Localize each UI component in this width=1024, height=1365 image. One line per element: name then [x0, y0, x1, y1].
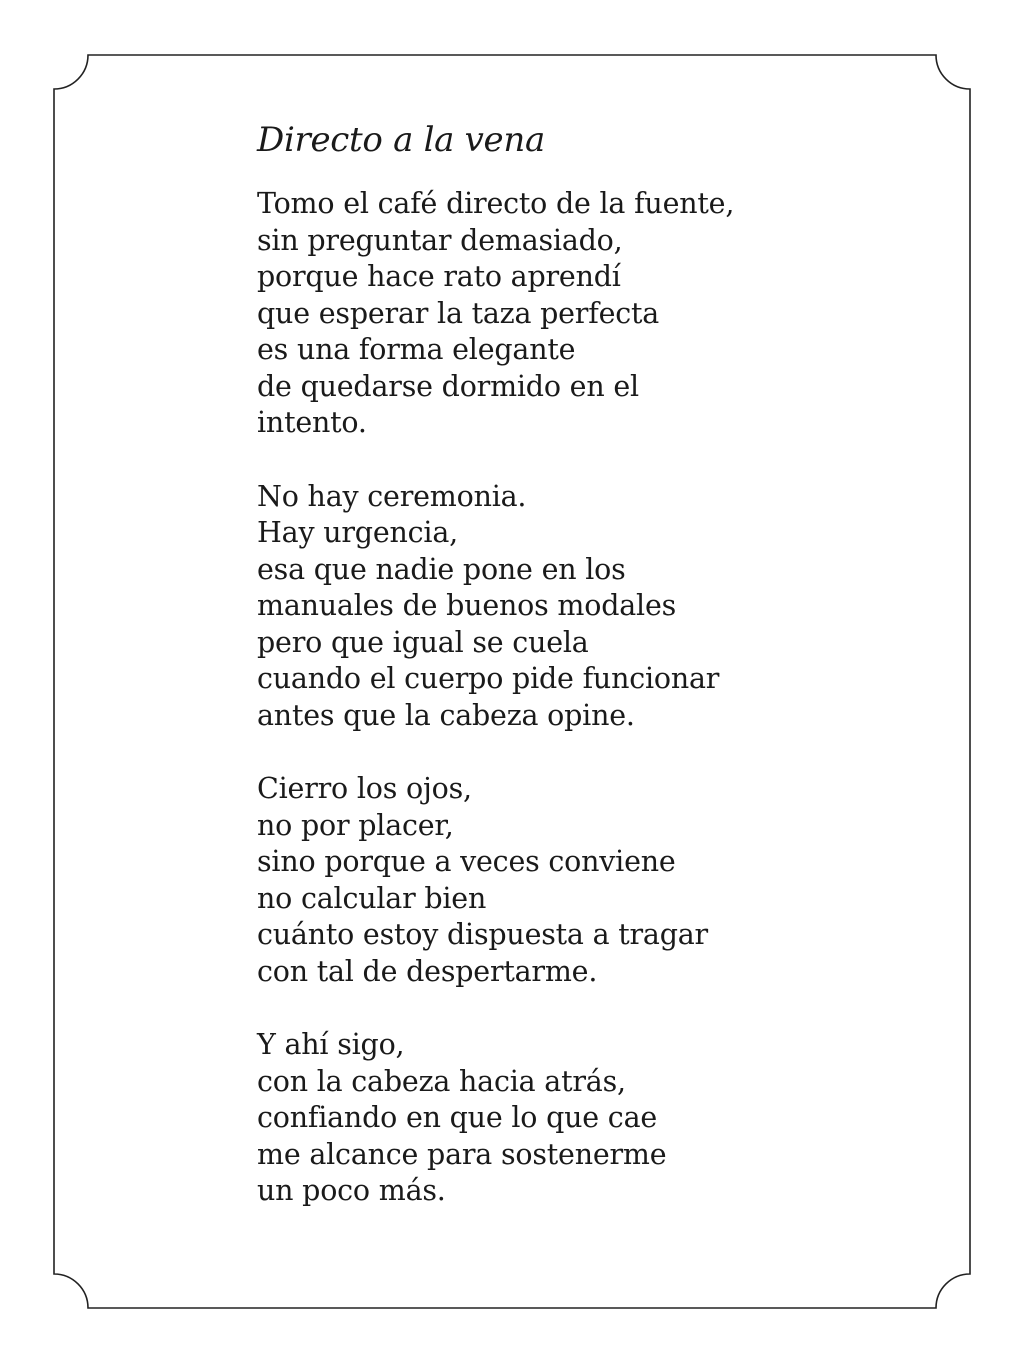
poem-line: sino porque a veces conviene [257, 845, 676, 878]
poem-line: No hay ceremonia. [257, 479, 527, 513]
poem-line: me alcance para sostenerme [257, 1137, 667, 1171]
poem-line: que esperar la taza perfecta [257, 296, 660, 330]
poem-line: sin preguntar demasiado, [257, 223, 623, 257]
poem-line: es una forma elegante [257, 333, 576, 366]
poem-line: confiando en que lo que cae [257, 1101, 658, 1134]
poem-line: Tomo el café directo de la fuente, [257, 187, 735, 220]
poem-line: un poco más. [257, 1174, 446, 1207]
poem-line: no calcular bien [257, 881, 487, 915]
poem-line: esa que nadie pone en los [257, 552, 626, 586]
stanza-4 [257, 1027, 877, 1210]
poem-line: cuando el cuerpo pide funcionar [257, 662, 720, 695]
poem-line: Cierro los ojos, [257, 772, 472, 805]
poem [257, 118, 877, 1247]
stanza-3 [257, 771, 877, 990]
poem-line: intento. [257, 406, 367, 439]
poem-title: Directo a la vena [257, 120, 545, 160]
poem-line: antes que la cabeza opine. [257, 698, 635, 732]
poem-line: pero que igual se cuela [257, 625, 589, 659]
poem-line: manuales de buenos modales [257, 589, 677, 622]
poem-line: Y ahí sigo, [257, 1028, 405, 1061]
poem-line: porque hace rato aprendí [257, 260, 621, 293]
stanza-2 [257, 479, 877, 735]
poem-line: no por placer, [257, 808, 454, 842]
poem-line: de quedarse dormido en el [257, 369, 639, 403]
poem-line: con la cabeza hacia atrás, [257, 1064, 626, 1098]
poem-line: con tal de despertarme. [257, 954, 598, 988]
poem-line: Hay urgencia, [257, 516, 458, 549]
stanza-1 [257, 186, 877, 442]
poem-line: cuánto estoy dispuesta a tragar [257, 918, 708, 951]
